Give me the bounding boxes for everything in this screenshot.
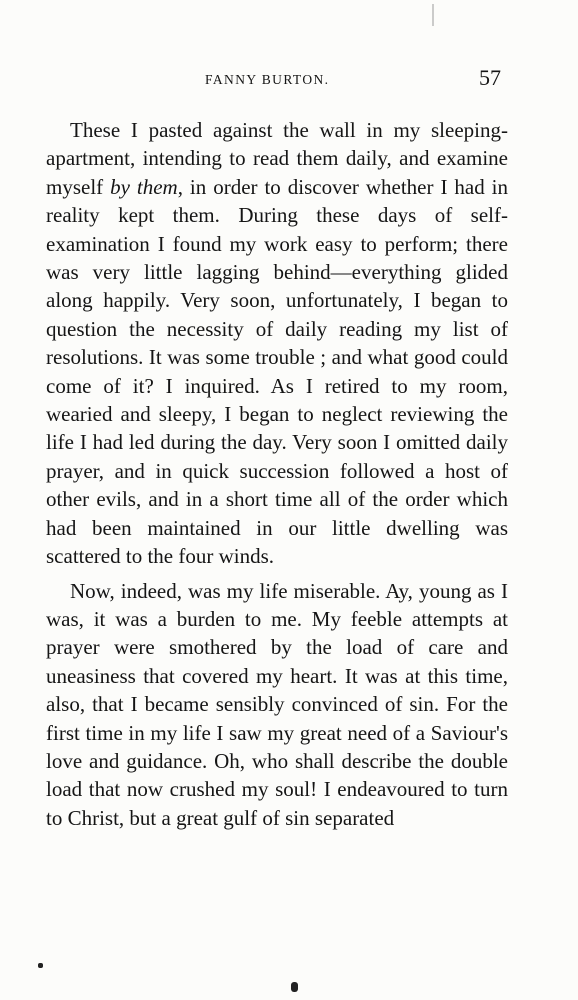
scan-mark: [432, 4, 434, 26]
page-header: [0, 62, 578, 98]
body-text: [46, 116, 508, 832]
ink-speck: [38, 963, 43, 968]
paragraph: Now, indeed, was my life miserable. Ay, young as I was, it was a burden to me. My feeble attempts at prayer were smothered by the load of care and uneasiness that covered my heart. It was at this time, also, that I became sensibly convinced of sin. For the first time in my life I saw my great need of a Saviour's love and guidance. Oh, who shall describe the double load that now crushed my soul! I endeavoured to turn to Christ, but a great gulf of sin separated: [46, 578, 508, 830]
paragraph: These I pasted against the wall in my sleeping-apartment, intending to read them daily, and examine myself by them, in order to discover whether I had in reality kept them. During these days of self-examination I found my work easy to perform; there was very little lagging behind—everything glided along happily. Very soon, unfortunately, I began to question the necessity of daily reading my list of resolutions. It was some trouble ; and what good could come of it? I inquired. As I retired to my room, wearied and sleepy, I began to neglect reviewing the life I had led during the day. Very soon I omitted daily prayer, and in quick succession followed a host of other evils, and in a short time all of the order which had been maintained in our little dwelling was scattered to the four winds.: [46, 118, 508, 569]
ink-speck: [291, 982, 298, 992]
page-number: 57: [479, 65, 501, 90]
emphasis: by them: [110, 174, 178, 199]
running-head: FANNY BURTON.: [205, 72, 330, 87]
